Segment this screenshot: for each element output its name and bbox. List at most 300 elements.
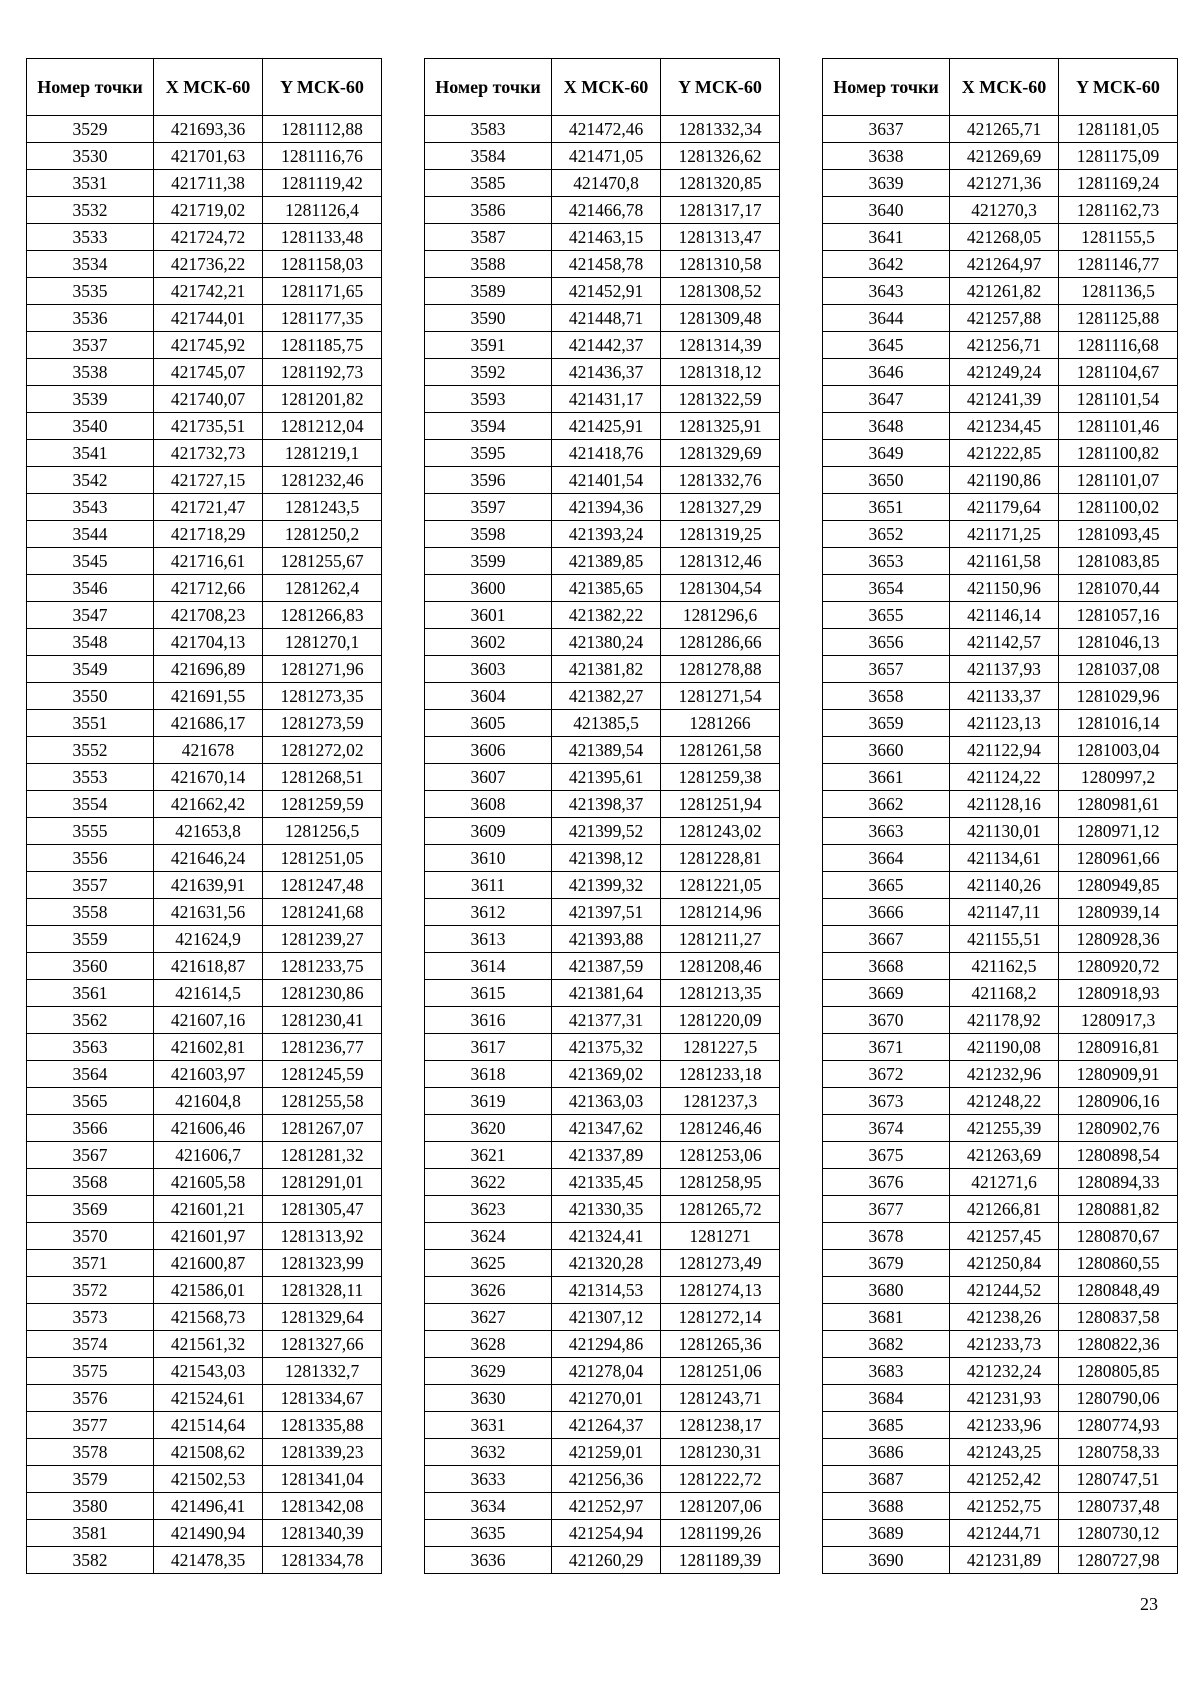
cell-point-number: 3558 bbox=[27, 899, 154, 926]
cell-x-coordinate: 421123,13 bbox=[950, 710, 1059, 737]
table-row bbox=[425, 1547, 780, 1574]
cell-point-number: 3630 bbox=[425, 1385, 552, 1412]
cell-y-coordinate: 1280981,61 bbox=[1059, 791, 1178, 818]
cell-x-coordinate: 421147,11 bbox=[950, 899, 1059, 926]
table-row bbox=[27, 1142, 382, 1169]
table-row bbox=[27, 791, 382, 818]
table-row bbox=[823, 1520, 1178, 1547]
cell-point-number: 3529 bbox=[27, 116, 154, 143]
table-row bbox=[823, 899, 1178, 926]
cell-y-coordinate: 1281325,91 bbox=[661, 413, 780, 440]
cell-x-coordinate: 421241,39 bbox=[950, 386, 1059, 413]
table-row bbox=[27, 1169, 382, 1196]
cell-point-number: 3600 bbox=[425, 575, 552, 602]
cell-x-coordinate: 421704,13 bbox=[154, 629, 263, 656]
cell-y-coordinate: 1281133,48 bbox=[263, 224, 382, 251]
table-row bbox=[823, 440, 1178, 467]
cell-point-number: 3592 bbox=[425, 359, 552, 386]
table-row bbox=[27, 1250, 382, 1277]
table-row bbox=[425, 251, 780, 278]
cell-y-coordinate: 1281100,02 bbox=[1059, 494, 1178, 521]
table-row bbox=[823, 1547, 1178, 1574]
table-row bbox=[425, 1439, 780, 1466]
cell-point-number: 3667 bbox=[823, 926, 950, 953]
cell-x-coordinate: 421257,88 bbox=[950, 305, 1059, 332]
cell-x-coordinate: 421140,26 bbox=[950, 872, 1059, 899]
cell-y-coordinate: 1281237,3 bbox=[661, 1088, 780, 1115]
cell-y-coordinate: 1281255,58 bbox=[263, 1088, 382, 1115]
cell-point-number: 3644 bbox=[823, 305, 950, 332]
cell-x-coordinate: 421278,04 bbox=[552, 1358, 661, 1385]
table-row bbox=[823, 872, 1178, 899]
table-row bbox=[823, 710, 1178, 737]
cell-x-coordinate: 421264,97 bbox=[950, 251, 1059, 278]
cell-x-coordinate: 421133,37 bbox=[950, 683, 1059, 710]
table-row bbox=[27, 1331, 382, 1358]
table-row bbox=[425, 1223, 780, 1250]
cell-x-coordinate: 421232,24 bbox=[950, 1358, 1059, 1385]
table-row bbox=[823, 737, 1178, 764]
table-row bbox=[425, 683, 780, 710]
cell-y-coordinate: 1281016,14 bbox=[1059, 710, 1178, 737]
table-row bbox=[425, 305, 780, 332]
cell-point-number: 3559 bbox=[27, 926, 154, 953]
cell-point-number: 3661 bbox=[823, 764, 950, 791]
cell-point-number: 3635 bbox=[425, 1520, 552, 1547]
table-row bbox=[425, 1304, 780, 1331]
cell-y-coordinate: 1281256,5 bbox=[263, 818, 382, 845]
cell-x-coordinate: 421716,61 bbox=[154, 548, 263, 575]
header-point-number: Номер точки bbox=[823, 59, 950, 116]
cell-x-coordinate: 421314,53 bbox=[552, 1277, 661, 1304]
cell-x-coordinate: 421243,25 bbox=[950, 1439, 1059, 1466]
cell-x-coordinate: 421600,87 bbox=[154, 1250, 263, 1277]
table-row bbox=[823, 359, 1178, 386]
cell-x-coordinate: 421385,5 bbox=[552, 710, 661, 737]
cell-y-coordinate: 1281273,49 bbox=[661, 1250, 780, 1277]
cell-y-coordinate: 1281268,51 bbox=[263, 764, 382, 791]
cell-x-coordinate: 421602,81 bbox=[154, 1034, 263, 1061]
cell-y-coordinate: 1281334,67 bbox=[263, 1385, 382, 1412]
cell-y-coordinate: 1281334,78 bbox=[263, 1547, 382, 1574]
cell-x-coordinate: 421727,15 bbox=[154, 467, 263, 494]
cell-point-number: 3536 bbox=[27, 305, 154, 332]
table-row bbox=[27, 1547, 382, 1574]
cell-y-coordinate: 1280848,49 bbox=[1059, 1277, 1178, 1304]
table-row bbox=[27, 926, 382, 953]
cell-y-coordinate: 1281236,77 bbox=[263, 1034, 382, 1061]
cell-x-coordinate: 421256,71 bbox=[950, 332, 1059, 359]
cell-point-number: 3566 bbox=[27, 1115, 154, 1142]
cell-x-coordinate: 421466,78 bbox=[552, 197, 661, 224]
cell-x-coordinate: 421708,23 bbox=[154, 602, 263, 629]
cell-point-number: 3589 bbox=[425, 278, 552, 305]
table-row bbox=[823, 683, 1178, 710]
cell-y-coordinate: 1281112,88 bbox=[263, 116, 382, 143]
cell-x-coordinate: 421381,82 bbox=[552, 656, 661, 683]
table-row bbox=[27, 197, 382, 224]
table-row bbox=[27, 143, 382, 170]
cell-y-coordinate: 1281261,58 bbox=[661, 737, 780, 764]
cell-x-coordinate: 421393,88 bbox=[552, 926, 661, 953]
cell-x-coordinate: 421603,97 bbox=[154, 1061, 263, 1088]
cell-x-coordinate: 421232,96 bbox=[950, 1061, 1059, 1088]
table-row bbox=[425, 575, 780, 602]
cell-x-coordinate: 421231,89 bbox=[950, 1547, 1059, 1574]
cell-point-number: 3567 bbox=[27, 1142, 154, 1169]
table-header-row bbox=[823, 59, 1178, 116]
cell-x-coordinate: 421168,2 bbox=[950, 980, 1059, 1007]
table-body bbox=[823, 116, 1178, 1574]
cell-x-coordinate: 421399,52 bbox=[552, 818, 661, 845]
cell-y-coordinate: 1281272,02 bbox=[263, 737, 382, 764]
cell-point-number: 3659 bbox=[823, 710, 950, 737]
cell-x-coordinate: 421244,71 bbox=[950, 1520, 1059, 1547]
cell-y-coordinate: 1280870,67 bbox=[1059, 1223, 1178, 1250]
table-row bbox=[27, 1304, 382, 1331]
cell-x-coordinate: 421735,51 bbox=[154, 413, 263, 440]
cell-x-coordinate: 421252,75 bbox=[950, 1493, 1059, 1520]
cell-x-coordinate: 421721,47 bbox=[154, 494, 263, 521]
table-row bbox=[27, 494, 382, 521]
cell-y-coordinate: 1280971,12 bbox=[1059, 818, 1178, 845]
cell-y-coordinate: 1281093,45 bbox=[1059, 521, 1178, 548]
table-row bbox=[27, 1439, 382, 1466]
cell-point-number: 3552 bbox=[27, 737, 154, 764]
cell-point-number: 3574 bbox=[27, 1331, 154, 1358]
cell-point-number: 3541 bbox=[27, 440, 154, 467]
cell-y-coordinate: 1281220,09 bbox=[661, 1007, 780, 1034]
cell-y-coordinate: 1281214,96 bbox=[661, 899, 780, 926]
cell-point-number: 3615 bbox=[425, 980, 552, 1007]
cell-x-coordinate: 421399,32 bbox=[552, 872, 661, 899]
cell-point-number: 3632 bbox=[425, 1439, 552, 1466]
cell-x-coordinate: 421389,54 bbox=[552, 737, 661, 764]
cell-x-coordinate: 421382,27 bbox=[552, 683, 661, 710]
cell-point-number: 3545 bbox=[27, 548, 154, 575]
cell-x-coordinate: 421490,94 bbox=[154, 1520, 263, 1547]
cell-y-coordinate: 1281037,08 bbox=[1059, 656, 1178, 683]
cell-point-number: 3575 bbox=[27, 1358, 154, 1385]
header-x-msk60: X МСК-60 bbox=[552, 59, 661, 116]
cell-y-coordinate: 1281185,75 bbox=[263, 332, 382, 359]
cell-x-coordinate: 421250,84 bbox=[950, 1250, 1059, 1277]
cell-x-coordinate: 421377,31 bbox=[552, 1007, 661, 1034]
cell-y-coordinate: 1281320,85 bbox=[661, 170, 780, 197]
cell-x-coordinate: 421472,46 bbox=[552, 116, 661, 143]
cell-y-coordinate: 1281281,32 bbox=[263, 1142, 382, 1169]
cell-y-coordinate: 1281070,44 bbox=[1059, 575, 1178, 602]
cell-y-coordinate: 1281189,39 bbox=[661, 1547, 780, 1574]
cell-point-number: 3638 bbox=[823, 143, 950, 170]
header-x-msk60: X МСК-60 bbox=[950, 59, 1059, 116]
table-row bbox=[27, 251, 382, 278]
cell-y-coordinate: 1281101,07 bbox=[1059, 467, 1178, 494]
table-row bbox=[425, 521, 780, 548]
cell-x-coordinate: 421271,36 bbox=[950, 170, 1059, 197]
cell-x-coordinate: 421605,58 bbox=[154, 1169, 263, 1196]
table-row bbox=[27, 1196, 382, 1223]
cell-point-number: 3533 bbox=[27, 224, 154, 251]
cell-x-coordinate: 421124,22 bbox=[950, 764, 1059, 791]
cell-x-coordinate: 421190,86 bbox=[950, 467, 1059, 494]
cell-point-number: 3622 bbox=[425, 1169, 552, 1196]
cell-y-coordinate: 1281219,1 bbox=[263, 440, 382, 467]
cell-x-coordinate: 421448,71 bbox=[552, 305, 661, 332]
table-row bbox=[27, 1061, 382, 1088]
cell-point-number: 3570 bbox=[27, 1223, 154, 1250]
cell-y-coordinate: 1281192,73 bbox=[263, 359, 382, 386]
cell-y-coordinate: 1280902,76 bbox=[1059, 1115, 1178, 1142]
table-row bbox=[425, 1493, 780, 1520]
cell-point-number: 3640 bbox=[823, 197, 950, 224]
cell-y-coordinate: 1281272,14 bbox=[661, 1304, 780, 1331]
cell-y-coordinate: 1281327,66 bbox=[263, 1331, 382, 1358]
cell-point-number: 3678 bbox=[823, 1223, 950, 1250]
cell-y-coordinate: 1281246,46 bbox=[661, 1115, 780, 1142]
cell-x-coordinate: 421347,62 bbox=[552, 1115, 661, 1142]
cell-y-coordinate: 1281262,4 bbox=[263, 575, 382, 602]
cell-x-coordinate: 421701,63 bbox=[154, 143, 263, 170]
header-point-number: Номер точки bbox=[27, 59, 154, 116]
cell-point-number: 3639 bbox=[823, 170, 950, 197]
cell-y-coordinate: 1281243,5 bbox=[263, 494, 382, 521]
table-row bbox=[425, 548, 780, 575]
table-row bbox=[823, 926, 1178, 953]
table-row bbox=[823, 116, 1178, 143]
cell-x-coordinate: 421614,5 bbox=[154, 980, 263, 1007]
cell-point-number: 3585 bbox=[425, 170, 552, 197]
cell-point-number: 3625 bbox=[425, 1250, 552, 1277]
cell-y-coordinate: 1280730,12 bbox=[1059, 1520, 1178, 1547]
cell-y-coordinate: 1281332,76 bbox=[661, 467, 780, 494]
table-row bbox=[27, 1277, 382, 1304]
cell-point-number: 3603 bbox=[425, 656, 552, 683]
table-row bbox=[425, 1196, 780, 1223]
cell-point-number: 3621 bbox=[425, 1142, 552, 1169]
cell-point-number: 3551 bbox=[27, 710, 154, 737]
cell-y-coordinate: 1280790,06 bbox=[1059, 1385, 1178, 1412]
cell-point-number: 3578 bbox=[27, 1439, 154, 1466]
cell-point-number: 3624 bbox=[425, 1223, 552, 1250]
cell-y-coordinate: 1281267,07 bbox=[263, 1115, 382, 1142]
cell-y-coordinate: 1281126,4 bbox=[263, 197, 382, 224]
cell-y-coordinate: 1281317,17 bbox=[661, 197, 780, 224]
cell-y-coordinate: 1280909,91 bbox=[1059, 1061, 1178, 1088]
cell-x-coordinate: 421736,22 bbox=[154, 251, 263, 278]
cell-y-coordinate: 1281327,29 bbox=[661, 494, 780, 521]
cell-x-coordinate: 421618,87 bbox=[154, 953, 263, 980]
cell-y-coordinate: 1281243,02 bbox=[661, 818, 780, 845]
cell-x-coordinate: 421719,02 bbox=[154, 197, 263, 224]
cell-point-number: 3634 bbox=[425, 1493, 552, 1520]
cell-y-coordinate: 1281100,82 bbox=[1059, 440, 1178, 467]
table-row bbox=[823, 1439, 1178, 1466]
header-y-msk60: Y МСК-60 bbox=[263, 59, 382, 116]
cell-point-number: 3577 bbox=[27, 1412, 154, 1439]
cell-x-coordinate: 421130,01 bbox=[950, 818, 1059, 845]
cell-y-coordinate: 1281228,81 bbox=[661, 845, 780, 872]
cell-y-coordinate: 1281305,47 bbox=[263, 1196, 382, 1223]
cell-y-coordinate: 1281083,85 bbox=[1059, 548, 1178, 575]
cell-y-coordinate: 1281342,08 bbox=[263, 1493, 382, 1520]
table-row bbox=[27, 872, 382, 899]
table-row bbox=[27, 1412, 382, 1439]
table-row bbox=[27, 764, 382, 791]
cell-point-number: 3684 bbox=[823, 1385, 950, 1412]
cell-x-coordinate: 421606,7 bbox=[154, 1142, 263, 1169]
cell-y-coordinate: 1281251,06 bbox=[661, 1358, 780, 1385]
table-row bbox=[425, 224, 780, 251]
cell-x-coordinate: 421436,37 bbox=[552, 359, 661, 386]
cell-point-number: 3581 bbox=[27, 1520, 154, 1547]
table-row bbox=[823, 845, 1178, 872]
cell-point-number: 3532 bbox=[27, 197, 154, 224]
table-row bbox=[823, 1493, 1178, 1520]
table-row bbox=[425, 359, 780, 386]
table-row bbox=[425, 629, 780, 656]
cell-y-coordinate: 1281329,64 bbox=[263, 1304, 382, 1331]
cell-x-coordinate: 421646,24 bbox=[154, 845, 263, 872]
cell-x-coordinate: 421254,94 bbox=[552, 1520, 661, 1547]
cell-x-coordinate: 421452,91 bbox=[552, 278, 661, 305]
cell-x-coordinate: 421425,91 bbox=[552, 413, 661, 440]
cell-x-coordinate: 421418,76 bbox=[552, 440, 661, 467]
cell-point-number: 3588 bbox=[425, 251, 552, 278]
table-row bbox=[27, 548, 382, 575]
table-row bbox=[823, 1277, 1178, 1304]
cell-y-coordinate: 1281207,06 bbox=[661, 1493, 780, 1520]
cell-point-number: 3689 bbox=[823, 1520, 950, 1547]
cell-point-number: 3657 bbox=[823, 656, 950, 683]
cell-point-number: 3686 bbox=[823, 1439, 950, 1466]
table-row bbox=[27, 467, 382, 494]
table-row bbox=[823, 1331, 1178, 1358]
cell-x-coordinate: 421320,28 bbox=[552, 1250, 661, 1277]
cell-y-coordinate: 1281255,67 bbox=[263, 548, 382, 575]
cell-point-number: 3572 bbox=[27, 1277, 154, 1304]
table-row bbox=[425, 1088, 780, 1115]
cell-point-number: 3618 bbox=[425, 1061, 552, 1088]
cell-point-number: 3650 bbox=[823, 467, 950, 494]
cell-point-number: 3648 bbox=[823, 413, 950, 440]
cell-x-coordinate: 421471,05 bbox=[552, 143, 661, 170]
cell-y-coordinate: 1281158,03 bbox=[263, 251, 382, 278]
table-row bbox=[425, 602, 780, 629]
cell-point-number: 3576 bbox=[27, 1385, 154, 1412]
cell-point-number: 3643 bbox=[823, 278, 950, 305]
table-row bbox=[425, 1466, 780, 1493]
table-row bbox=[425, 143, 780, 170]
cell-point-number: 3687 bbox=[823, 1466, 950, 1493]
page-number: 23 bbox=[1140, 1594, 1158, 1614]
cell-point-number: 3537 bbox=[27, 332, 154, 359]
cell-point-number: 3623 bbox=[425, 1196, 552, 1223]
cell-y-coordinate: 1281162,73 bbox=[1059, 197, 1178, 224]
cell-point-number: 3620 bbox=[425, 1115, 552, 1142]
cell-y-coordinate: 1280917,3 bbox=[1059, 1007, 1178, 1034]
cell-x-coordinate: 421261,82 bbox=[950, 278, 1059, 305]
cell-y-coordinate: 1281212,04 bbox=[263, 413, 382, 440]
cell-y-coordinate: 1281119,42 bbox=[263, 170, 382, 197]
cell-x-coordinate: 421162,5 bbox=[950, 953, 1059, 980]
cell-y-coordinate: 1281245,59 bbox=[263, 1061, 382, 1088]
cell-x-coordinate: 421270,3 bbox=[950, 197, 1059, 224]
header-point-number: Номер точки bbox=[425, 59, 552, 116]
cell-y-coordinate: 1281286,66 bbox=[661, 629, 780, 656]
table-row bbox=[425, 170, 780, 197]
cell-y-coordinate: 1280949,85 bbox=[1059, 872, 1178, 899]
cell-y-coordinate: 1281332,34 bbox=[661, 116, 780, 143]
cell-point-number: 3531 bbox=[27, 170, 154, 197]
table-row bbox=[425, 845, 780, 872]
cell-x-coordinate: 421385,65 bbox=[552, 575, 661, 602]
table-row bbox=[823, 818, 1178, 845]
cell-x-coordinate: 421724,72 bbox=[154, 224, 263, 251]
table-row bbox=[823, 143, 1178, 170]
cell-point-number: 3681 bbox=[823, 1304, 950, 1331]
cell-point-number: 3665 bbox=[823, 872, 950, 899]
cell-x-coordinate: 421161,58 bbox=[950, 548, 1059, 575]
cell-x-coordinate: 421745,92 bbox=[154, 332, 263, 359]
cell-x-coordinate: 421740,07 bbox=[154, 386, 263, 413]
cell-point-number: 3677 bbox=[823, 1196, 950, 1223]
cell-y-coordinate: 1281057,16 bbox=[1059, 602, 1178, 629]
cell-y-coordinate: 1280860,55 bbox=[1059, 1250, 1178, 1277]
cell-point-number: 3649 bbox=[823, 440, 950, 467]
cell-point-number: 3626 bbox=[425, 1277, 552, 1304]
cell-point-number: 3568 bbox=[27, 1169, 154, 1196]
table-row bbox=[425, 1277, 780, 1304]
cell-x-coordinate: 421375,32 bbox=[552, 1034, 661, 1061]
cell-x-coordinate: 421266,81 bbox=[950, 1196, 1059, 1223]
cell-point-number: 3647 bbox=[823, 386, 950, 413]
cell-x-coordinate: 421324,41 bbox=[552, 1223, 661, 1250]
table-row bbox=[27, 413, 382, 440]
cell-y-coordinate: 1281251,94 bbox=[661, 791, 780, 818]
cell-y-coordinate: 1281125,88 bbox=[1059, 305, 1178, 332]
table-row bbox=[823, 386, 1178, 413]
table-row bbox=[823, 1466, 1178, 1493]
cell-point-number: 3633 bbox=[425, 1466, 552, 1493]
cell-x-coordinate: 421330,35 bbox=[552, 1196, 661, 1223]
table-row bbox=[27, 116, 382, 143]
cell-x-coordinate: 421122,94 bbox=[950, 737, 1059, 764]
table-row bbox=[27, 980, 382, 1007]
cell-y-coordinate: 1281181,05 bbox=[1059, 116, 1178, 143]
cell-y-coordinate: 1281259,59 bbox=[263, 791, 382, 818]
cell-y-coordinate: 1281332,7 bbox=[263, 1358, 382, 1385]
cell-point-number: 3646 bbox=[823, 359, 950, 386]
coordinates-table-1 bbox=[26, 58, 382, 1574]
cell-point-number: 3583 bbox=[425, 116, 552, 143]
table-row bbox=[27, 602, 382, 629]
cell-point-number: 3542 bbox=[27, 467, 154, 494]
cell-point-number: 3563 bbox=[27, 1034, 154, 1061]
table-row bbox=[425, 1034, 780, 1061]
cell-point-number: 3543 bbox=[27, 494, 154, 521]
cell-x-coordinate: 421398,37 bbox=[552, 791, 661, 818]
cell-x-coordinate: 421607,16 bbox=[154, 1007, 263, 1034]
table-row bbox=[27, 683, 382, 710]
cell-x-coordinate: 421233,96 bbox=[950, 1412, 1059, 1439]
table-row bbox=[823, 1115, 1178, 1142]
cell-x-coordinate: 421601,97 bbox=[154, 1223, 263, 1250]
cell-x-coordinate: 421463,15 bbox=[552, 224, 661, 251]
cell-point-number: 3590 bbox=[425, 305, 552, 332]
cell-x-coordinate: 421252,42 bbox=[950, 1466, 1059, 1493]
cell-x-coordinate: 421389,85 bbox=[552, 548, 661, 575]
